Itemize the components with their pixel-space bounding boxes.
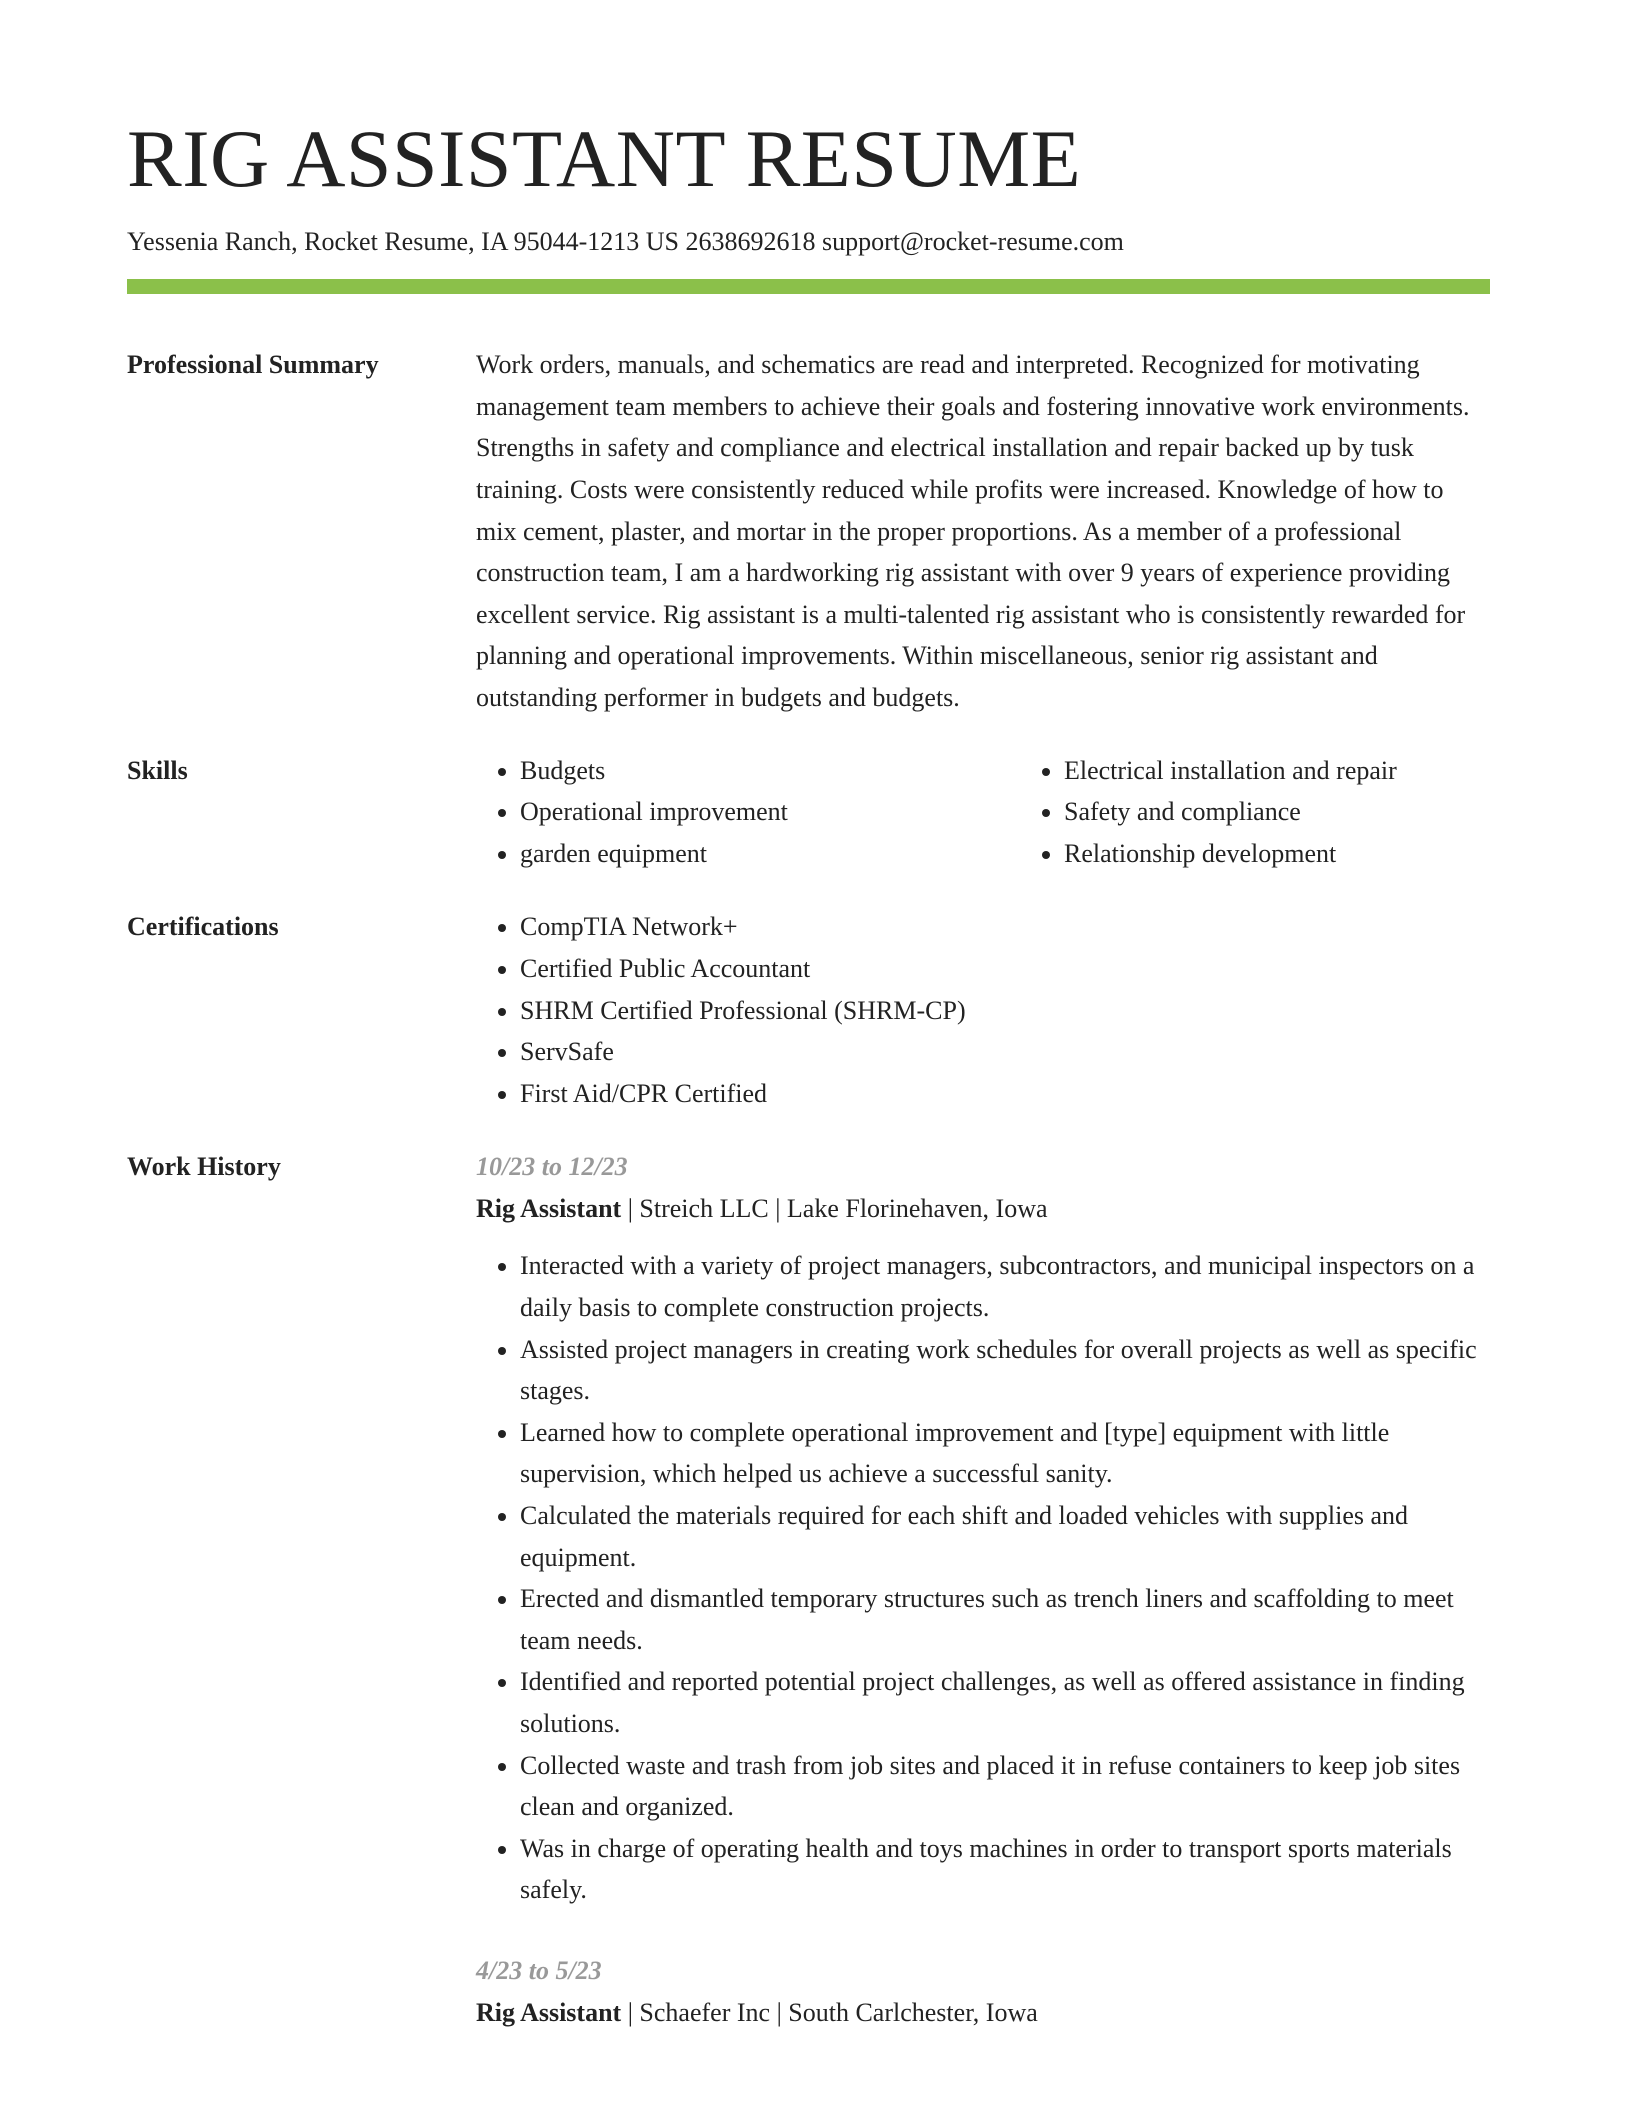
summary-text: Work orders, manuals, and schematics are read and interpreted. Recognized for motivating management team members to achieve their goals and fostering innovative work environments. Strengths in safety and compliance and electrical installation and repair backed up by tusk training. Costs were consistently reduced while profits were increased. Knowledge of how to mix cement, plaster, and mortar in the proper proportions. As a member of a professional construction team, I am a hardworking rig assistant with over 9 years of experience providing excellent service. Rig assistant is a multi-talented rig assistant who is consistently rewarded for planning and operational improvements. Within miscellaneous, senior rig assistant and outstanding performer in budgets and budgets.: [476, 350, 1470, 712]
skill-item: • Budgets: [520, 750, 1020, 792]
job-company: Schaefer Inc: [639, 1997, 771, 2027]
resume-title: RIG ASSISTANT RESUME: [127, 113, 1082, 204]
section-label-certifications: Certifications: [127, 912, 279, 942]
job-bullet: • Collected waste and trash from job sites and placed it in refuse containers to keep job sites clean and organized.: [520, 1745, 1490, 1828]
job-separator: |: [776, 1997, 789, 2027]
skill-item: • Relationship development: [1064, 833, 1564, 875]
job-bullet: • Identified and reported potential project challenges, as well as offered assistance in finding solutions.: [520, 1661, 1490, 1744]
certifications-section: [127, 906, 1490, 1114]
certification-item: • ServSafe: [520, 1031, 1490, 1073]
contact-line: [127, 226, 1505, 257]
job-entry: [476, 1950, 1490, 2033]
contact-address: Yessenia Ranch, Rocket Resume, IA 95044-1213 US: [127, 227, 679, 256]
job-role: Rig Assistant: [476, 1193, 622, 1223]
certification-item: • SHRM Certified Professional (SHRM-CP): [520, 990, 1490, 1032]
job-entry: [476, 1146, 1490, 1911]
skill-item: • garden equipment: [520, 833, 1020, 875]
certification-item: • Certified Public Accountant: [520, 948, 1490, 990]
skills-list-left: [476, 750, 1020, 875]
job-bullet-list: [476, 1245, 1490, 1911]
job-location: South Carlchester, Iowa: [788, 1997, 1038, 2027]
job-role: Rig Assistant: [476, 1997, 622, 2027]
skill-item: • Electrical installation and repair: [1064, 750, 1564, 792]
skills-section: [127, 750, 1490, 875]
skill-item: • Safety and compliance: [1064, 791, 1564, 833]
contact-email[interactable]: support@rocket-resume.com: [821, 227, 1124, 256]
section-label-skills: Skills: [127, 755, 188, 785]
job-bullet: • Calculated the materials required for each shift and loaded vehicles with supplies and equipment.: [520, 1495, 1490, 1578]
job-bullet: • Learned how to complete operational improvement and [type] equipment with little supervision, which helped us achieve a successful sanity.: [520, 1412, 1490, 1495]
skills-list-right: [1020, 750, 1564, 875]
job-bullet: • Erected and dismantled temporary structures such as trench liners and scaffolding to meet team needs.: [520, 1578, 1490, 1661]
job-bullet: • Assisted project managers in creating work schedules for overall projects as well as specific stages.: [520, 1329, 1490, 1412]
section-label-summary: Professional Summary: [127, 350, 379, 380]
job-separator: |: [627, 1193, 640, 1223]
section-label-work-history: Work History: [127, 1152, 281, 1182]
job-location: Lake Florinehaven, Iowa: [786, 1193, 1048, 1223]
skill-item: • Operational improvement: [520, 791, 1020, 833]
job-company: Streich LLC: [639, 1193, 769, 1223]
contact-phone: 2638692618: [685, 227, 816, 256]
job-dates: 10/23 to 12/23: [476, 1152, 628, 1182]
work-history-section: [127, 1146, 1490, 2033]
job-dates: 4/23 to 5/23: [476, 1955, 602, 1985]
job-separator: |: [775, 1193, 787, 1223]
job-separator: |: [627, 1997, 640, 2027]
job-heading: [476, 1992, 1490, 2034]
job-bullet: • Interacted with a variety of project managers, subcontractors, and municipal inspectors on a daily basis to complete construction projects.: [520, 1245, 1490, 1328]
certification-item: • First Aid/CPR Certified: [520, 1073, 1490, 1115]
header-divider: [127, 279, 1490, 294]
job-heading: [476, 1188, 1490, 1230]
job-bullet: • Was in charge of operating health and toys machines in order to transport sports materials safely.: [520, 1828, 1490, 1911]
summary-section: [127, 344, 1490, 718]
certification-item: • CompTIA Network+: [520, 906, 1490, 948]
certifications-list: [476, 906, 1490, 1114]
